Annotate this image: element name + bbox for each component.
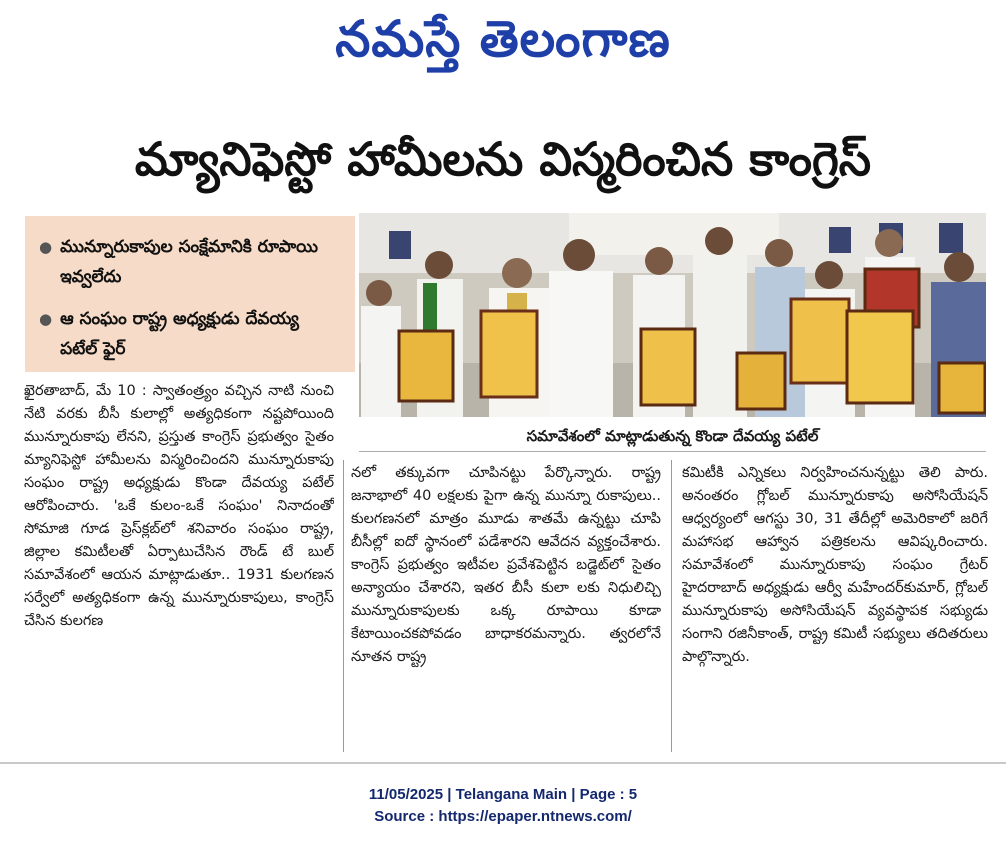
article-column-1: ఖైరతాబాద్, మే 10 : స్వాతంత్ర్యం వచ్చిన నాటి నుంచి నేటి వరకు బీసీ కులాల్లో అత్యధికంగా నష్టపోయింది మున్నూరుకాపు లేనని, ప్రస్తుత కాంగ్రెస్ ప్రభుత్వం సైతం మ్యానిఫెస్టో హామీలను విస్మరించిందని మున్నూరుకాపు సంఘం రాష్ట్ర అధ్యక్షుడు కొండా దేవయ్య పటేల్ ఆరోపించారు. 'ఒకే కులం-ఒకే సంఘం' నినాదంతో సోమాజి గూడ ప్రెస్‌క్లబ్‌లో శనివారం సంఘం రాష్ట్ర, జిల్లాల కమిటీలతో ఏర్పాటుచేసిన రౌండ్ టే బుల్ సమావేశంలో ఆయన మాట్లాడుతూ.. 1931 కులగణన సర్వేలో అత్యధికంగా ఉన్న మున్నూరుకాపులు, కాంగ్రెస్ చేసిన కులగణ xyxy=(24,383,334,629)
column-divider xyxy=(343,460,344,752)
edition-line: 11/05/2025 | Telangana Main | Page : 5 xyxy=(368,786,638,803)
highlight-text: ఆ సంఘం రాష్ట్ర అధ్యక్షుడు దేవయ్య పటేల్ ఫైర్ xyxy=(60,309,299,359)
photo-caption: సమావేశంలో మాట్లాడుతున్న కొండా దేవయ్య పటేల్ xyxy=(359,420,986,452)
news-photo xyxy=(359,213,986,417)
column-divider xyxy=(671,460,672,752)
article-column-2: నలో తక్కువగా చూపినట్టు పేర్కొన్నారు. రాష్ట్ర జనాభాలో 40 లక్షలకు పైగా ఉన్న మున్నూ రుకాపులు.. కులగణనలో మాత్రం మూడు శాతమే ఉన్నట్టు చూపి బీసీల్లో ఐదో స్థానంలో పడేశారని ఆవేదన వ్యక్తంచేశారు. కాంగ్రెస్ ప్రభుత్వం ఇటీవల ప్రవేశపెట్టిన బడ్జెట్‌లో సైతం అన్యాయం చేశారని, ఇతర బీసీ కులా లకు నిధులిచ్చి మున్నూరుకాపులకు ఒక్క రూపాయి కూడా కేటాయించకపోవడం బాధాకరమన్నారు. త్వరలోనే నూతన రాష్ట్ర xyxy=(351,465,661,665)
bullet-icon: ● xyxy=(39,238,53,256)
highlights-box xyxy=(25,216,355,372)
highlight-text: మున్నూరుకాపుల సంక్షేమానికి రూపాయి ఇవ్వలేదు xyxy=(60,237,318,287)
bullet-icon: ● xyxy=(39,310,53,328)
masthead-title: నమస్తే తెలంగాణ xyxy=(335,9,671,68)
article-headline: మ్యానిఫెస్టో హామీలను విస్మరించిన కాంగ్రెస్ xyxy=(134,132,872,186)
source-line: Source : https://epaper.ntnews.com/ xyxy=(374,808,632,825)
page-bottom-rule xyxy=(0,762,1006,764)
highlight-item xyxy=(39,304,341,364)
article-column-3: కమిటీకి ఎన్నికలు నిర్వహించనున్నట్టు తెలి పారు. అనంతరం గ్లోబల్ మున్నూరుకాపు అసోసియేషన్ ఆధ్వర్యంలో ఆగస్టు 30, 31 తేదీల్లో అమెరికాలో జరిగే మహాసభ ఆహ్వాన పత్రికలను ఆవిష్కరించారు. సమావేశంలో మున్నూరుకాపు సంఘం గ్రేటర్ హైదరాబాద్ అధ్యక్షుడు ఆర్వీ మహేందర్‌కుమార్, గ్లోబల్ మున్నూరుకాపు అసోసియేషన్ వ్యవస్థాపక సభ్యుడు సంగాని రజినీకాంత్, రాష్ట్ర కమిటీ సభ్యులు తదితరులు పాల్గొన్నారు. xyxy=(682,465,988,665)
highlight-item xyxy=(39,232,341,292)
